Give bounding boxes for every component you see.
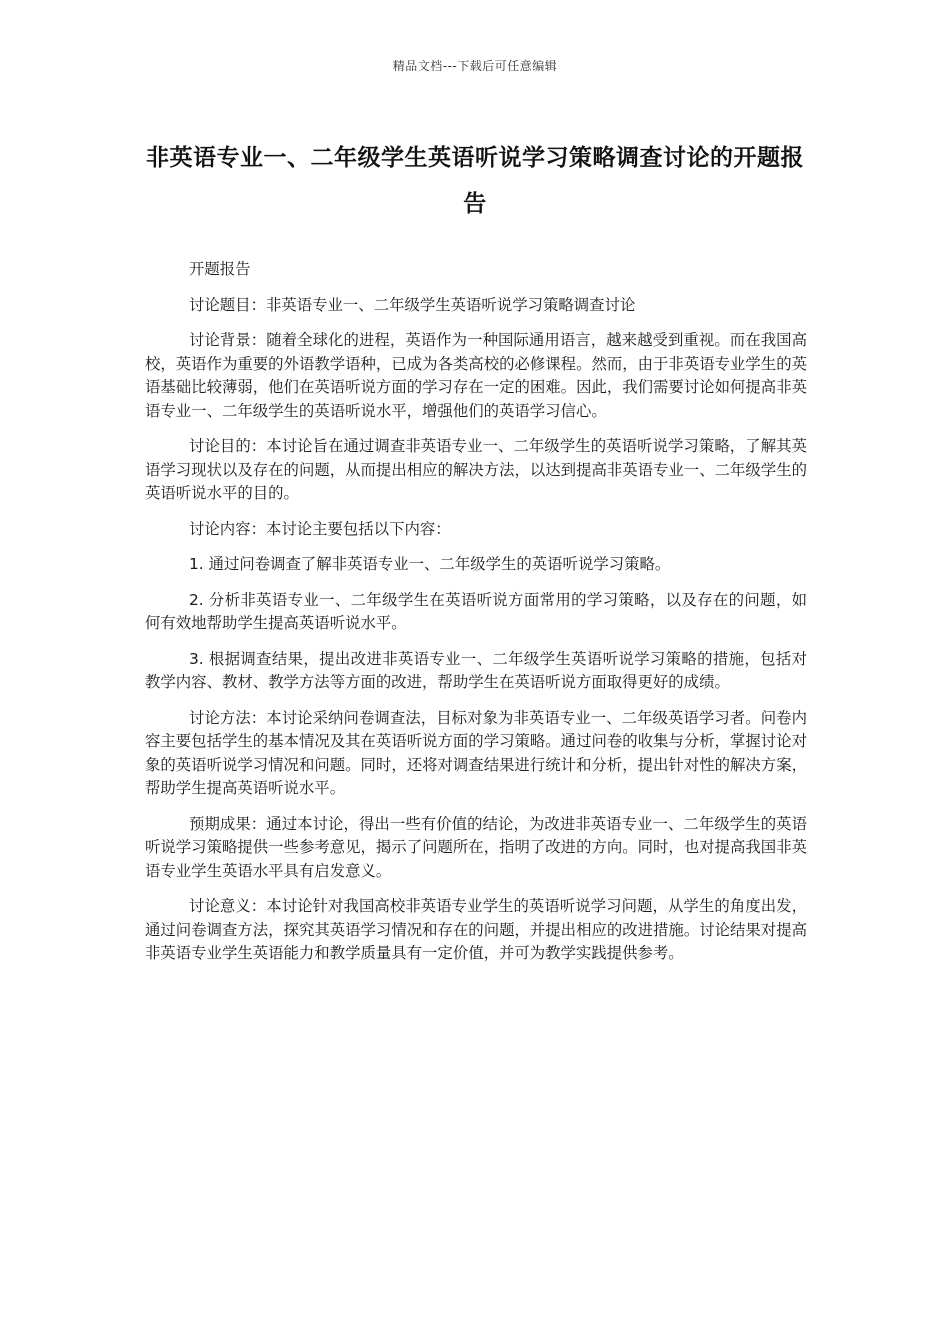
document-title: 非英语专业一、二年级学生英语听说学习策略调查讨论的开题报告 [146, 145, 804, 217]
paragraph-heading-label: 开题报告 [189, 260, 251, 278]
paragraph-method: 讨论方法：本讨论采纳问卷调查法，目标对象为非英语专业一、二年级英语学习者。问卷内容主要包括学生的基本情况及其在英语听说方面的学习策略。通过问卷的收集与分析，掌握讨论对象的英语听说学习情况和问题。同时，还将对调查结果进行统计和分析，提出针对性的解决方案，帮助学生提高英语听说水平。 [145, 708, 807, 797]
header-note: 精品文档---下载后可任意编辑 [392, 59, 558, 73]
paragraph-significance: 讨论意义：本讨论针对我国高校非英语专业学生的英语听说学习问题，从学生的角度出发，通过问卷调查方法，探究其英语学习情况和存在的问题，并提出相应的改进措施。讨论结果对提高非英语专业学生英语能力和教学质量具有一定价值，并可为教学实践提供参考。 [145, 897, 807, 962]
paragraph-content-item-3: 3. 根据调查结果，提出改进非英语专业一、二年级学生英语听说学习策略的措施，包括对教学内容、教材、教学方法等方面的改进，帮助学生在英语听说方面取得更好的成绩。 [145, 649, 807, 691]
document-body [145, 258, 807, 978]
paragraph-purpose: 讨论目的：本讨论旨在通过调查非英语专业一、二年级学生的英语听说学习策略，了解其英语学习现状以及存在的问题，从而提出相应的解决方法，以达到提高非英语专业一、二年级学生的英语听说水平的目的。 [145, 437, 807, 502]
paragraph-topic: 讨论题目：非英语专业一、二年级学生英语听说学习策略调查讨论 [189, 295, 636, 314]
paragraph-expected-results: 预期成果：通过本讨论，得出一些有价值的结论，为改进非英语专业一、二年级学生的英语听说学习策略提供一些参考意见，揭示了问题所在，指明了改进的方向。同时，也对提高我国非英语专业学生英语水平具有启发意义。 [145, 814, 807, 880]
paragraph-content-item-1: 1. 通过问卷调查了解非英语专业一、二年级学生的英语听说学习策略。 [189, 555, 671, 573]
paragraph-background: 讨论背景：随着全球化的进程，英语作为一种国际通用语言，越来越受到重视。而在我国高校，英语作为重要的外语教学语种，已成为各类高校的必修课程。然而，由于非英语专业学生的英语基础比较薄弱，他们在英语听说方面的学习存在一定的困难。因此，我们需要讨论如何提高非英语专业一、二年级学生的英语听说水平，增强他们的英语学习信心。 [145, 331, 807, 420]
paragraph-content-item-2: 2. 分析非英语专业一、二年级学生在英语听说方面常用的学习策略，以及存在的问题，如何有效地帮助学生提高英语听说水平。 [145, 590, 807, 632]
paragraph-content-intro: 讨论内容：本讨论主要包括以下内容： [189, 519, 451, 538]
